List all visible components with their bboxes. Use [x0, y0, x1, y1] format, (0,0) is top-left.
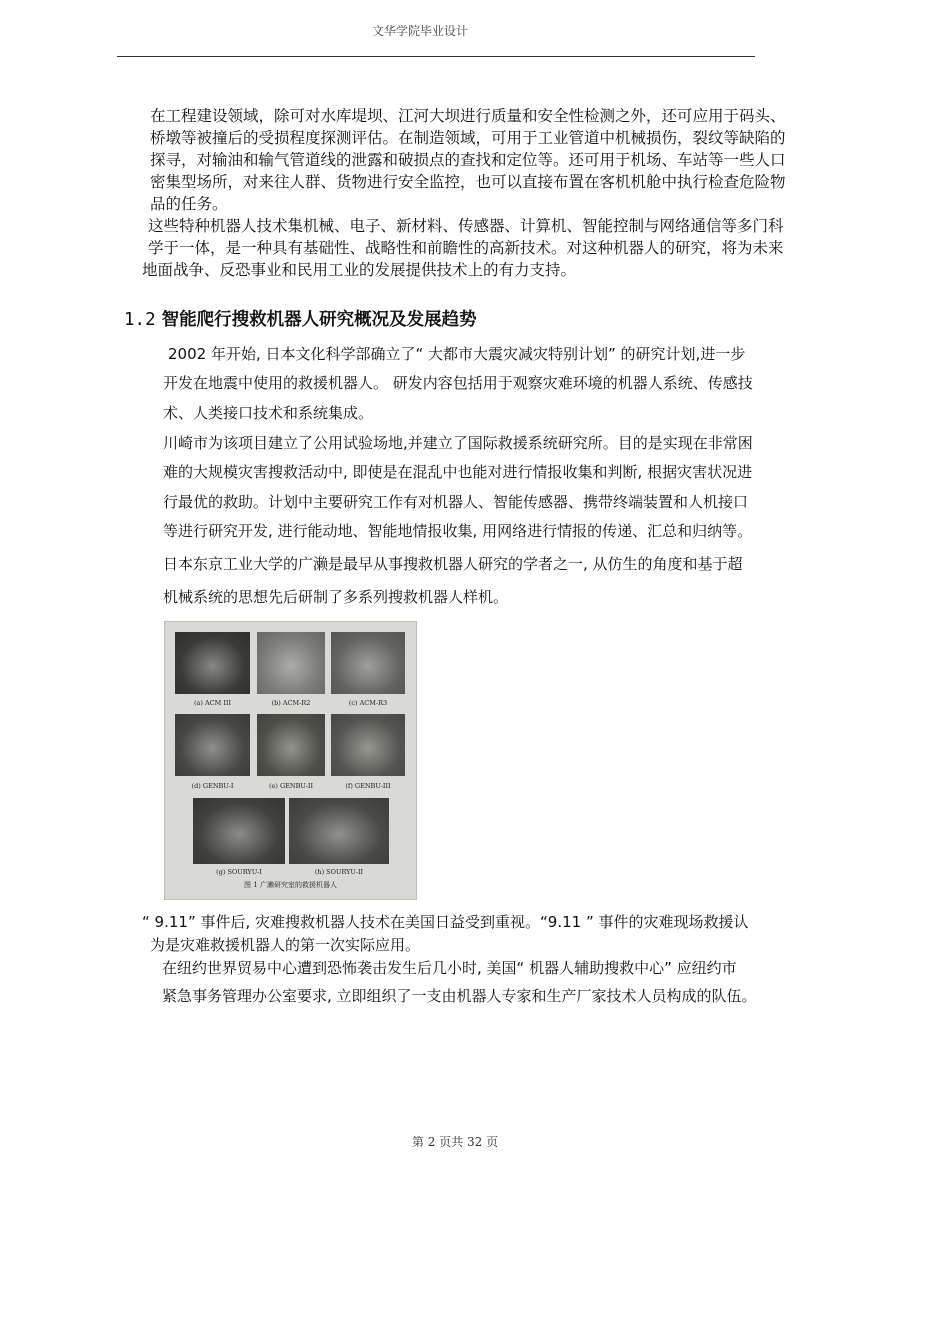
- photo-souryu-i: [193, 798, 285, 864]
- text-line: 在工程建设领域，除可对水库堤坝、江河大坝进行质量和安全性检测之外，还可应用于码头、: [150, 107, 786, 125]
- text-line: 这些特种机器人技术集机械、电子、新材料、传感器、计算机、智能控制与网络通信等多门科: [148, 217, 784, 235]
- text-line: 日本东京工业大学的广濑是最早从事搜救机器人研究的学者之一, 从仿生的角度和基于超: [163, 555, 743, 573]
- text-line: 行最优的救助。计划中主要研究工作有对机器人、智能传感器、携带终端装置和人机接口: [163, 493, 749, 511]
- text-line: 探寻，对输油和输气管道线的泄露和破损点的查找和定位等。还可用于机场、车站等一些人口: [150, 151, 786, 169]
- text-line: 术、人类接口技术和系统集成。: [163, 404, 374, 422]
- photo-genbu-ii: [257, 714, 325, 776]
- figure-caption: (h) SOURYU-II: [314, 868, 364, 876]
- section-title: 智能爬行搜救机器人研究概况及发展趋势: [161, 310, 477, 330]
- robot-figure: [164, 621, 417, 900]
- text-line: 等进行研究开发, 进行能动地、智能地情报收集, 用网络进行情报的传递、汇总和归纳等。: [163, 522, 753, 540]
- figure-caption: (f) GENBU-III: [345, 782, 391, 790]
- figure-caption: (a) ACM III: [193, 699, 232, 707]
- header-rule: [117, 56, 755, 57]
- figure-caption: (g) SOURYU-I: [216, 868, 262, 876]
- text-line: 品的任务。: [150, 195, 228, 213]
- photo-acm-r3: [331, 632, 405, 694]
- running-header: 文华学院毕业设计: [371, 24, 468, 38]
- text-line: 为是灾难救援机器人的第一次实际应用。: [150, 936, 421, 954]
- figure-title: 图 1 广濑研究室的救援机器人: [244, 881, 337, 889]
- photo-acm-r2: [257, 632, 325, 694]
- text-line: 开发在地震中使用的救援机器人。 研发内容包括用于观察灾难环境的机器人系统、传感技: [163, 374, 753, 392]
- photo-acm-iii: [175, 632, 250, 694]
- text-line: “ 9.11” 事件后, 灾难搜救机器人技术在美国日益受到重视。“9.11 ” 事件的灾难现场救援认: [142, 913, 749, 931]
- figure-caption: (b) ACM-R2: [271, 699, 311, 707]
- text-line: 桥墩等被撞后的受损程度探测评估。在制造领域，可用于工业管道中机械损伤，裂纹等缺陷的: [150, 129, 786, 147]
- text-line: 紧急事务管理办公室要求, 立即组织了一支由机器人专家和生产厂家技术人员构成的队伍。: [162, 987, 757, 1005]
- page-number: 第 2 页共 32 页: [411, 1135, 499, 1149]
- figure-caption: (c) ACM-R3: [348, 699, 388, 707]
- photo-souryu-ii: [289, 798, 389, 864]
- text-line: 学于一体，是一种具有基础性、战略性和前瞻性的高新技术。对这种机器人的研究，将为未来: [148, 239, 784, 257]
- photo-genbu-i: [175, 714, 250, 776]
- figure-caption: (e) GENBU-II: [268, 782, 314, 790]
- text-line: 难的大规模灾害搜救活动中, 即使是在混乱中也能对进行情报收集和判断, 根据灾害状况进: [163, 463, 753, 481]
- text-line: 密集型场所，对来往人群、货物进行安全监控，也可以直接布置在客机机舱中执行检查危险物: [150, 173, 786, 191]
- section-heading: [124, 306, 477, 331]
- text-line: 在纽约世界贸易中心遭到恐怖袭击发生后几小时, 美国“ 机器人辅助搜救中心” 应纽约市: [162, 959, 737, 977]
- figure-caption: (d) GENBU-I: [191, 782, 234, 790]
- photo-genbu-iii: [331, 714, 405, 776]
- section-number: 1.2: [124, 310, 156, 330]
- text-line: 川崎市为该项目建立了公用试验场地,并建立了国际救援系统研究所。目的是实现在非常困: [163, 434, 753, 452]
- text-line: 地面战争、反恐事业和民用工业的发展提供技术上的有力支持。: [142, 261, 577, 279]
- text-line: 2002 年开始, 日本文化科学部确立了“ 大都市大震灾减灾特别计划” 的研究计划,进一步: [168, 345, 746, 363]
- text-line: 机械系统的思想先后研制了多系列搜救机器人样机。: [163, 588, 509, 606]
